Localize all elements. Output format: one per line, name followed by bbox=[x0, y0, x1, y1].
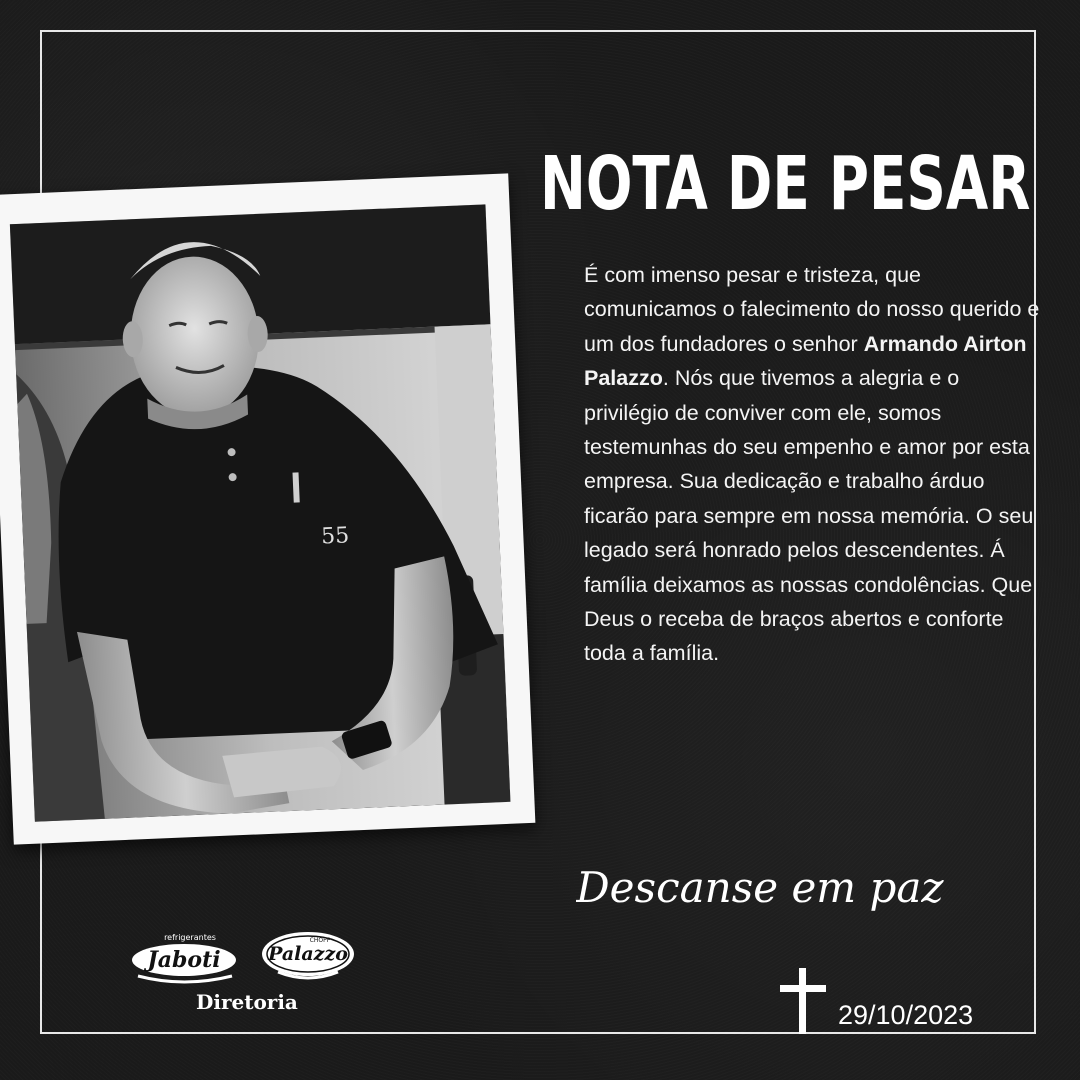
jaboti-logo bbox=[128, 930, 240, 986]
rest-in-peace-signature bbox=[576, 852, 976, 922]
svg-text:Jaboti: Jaboti bbox=[147, 947, 221, 973]
svg-text:55: 55 bbox=[320, 523, 350, 550]
polaroid-frame bbox=[0, 173, 535, 844]
svg-text:Palazzo: Palazzo bbox=[268, 943, 348, 965]
cross-icon bbox=[780, 968, 826, 1034]
message-body: . Nós que tivemos a alegria e o privilégio de conviver com ele, somos testemunhas do seu empenho e amor por esta empresa. Sua dedicação e trabalho árduo ficarão para sempre em nossa memória. O seu legado será honrado pelos descendentes. Á família deixamos as nossas condolências. Que Deus o receba de braços abertos e conforte toda a família. bbox=[584, 366, 1034, 666]
department-label: Diretoria bbox=[196, 990, 298, 1014]
memorial-photo bbox=[10, 204, 511, 821]
date-label: 29/10/2023 bbox=[838, 1000, 974, 1030]
message-intro: É com imenso pesar e tristeza, que comunicamos o falecimento do nosso querido e um dos fundadores o senhor bbox=[584, 263, 1040, 356]
svg-text:refrigerantes: refrigerantes bbox=[164, 933, 216, 942]
condolence-message bbox=[584, 258, 1044, 671]
deceased-name: Armando Airton Palazzo bbox=[584, 331, 1027, 391]
svg-text:Descanse em paz: Descanse em paz bbox=[576, 863, 944, 912]
palazzo-logo bbox=[258, 928, 358, 984]
svg-text:CHOPP: CHOPP bbox=[309, 937, 331, 944]
page-title: NOTA DE PESAR bbox=[540, 141, 1031, 227]
